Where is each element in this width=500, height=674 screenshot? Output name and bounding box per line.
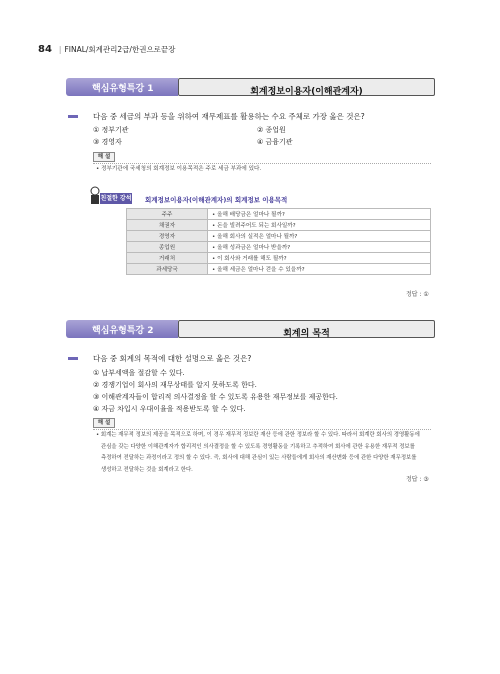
solution1-label: 해 설 <box>93 152 115 162</box>
section1-label: 핵심유형특강 1 <box>92 84 154 94</box>
table-cell-purpose: • 올해 회사의 실적은 얼마나 될까? <box>208 231 431 242</box>
q1-option-3: ③ 경영자 <box>93 138 122 146</box>
table-cell-user: 종업원 <box>127 242 208 253</box>
solution1-text: • 정부기관에 국세청의 회계정보 이용목적은 주로 세금 부과에 있다. <box>96 166 262 172</box>
table-cell-user: 채권자 <box>127 220 208 231</box>
table-cell-purpose: • 돈을 빌려주어도 되는 회사일까? <box>208 220 431 231</box>
table-row <box>127 231 431 242</box>
question-marker-icon <box>68 115 78 118</box>
teacher-badge: 친절한 강석씨 <box>100 195 132 213</box>
page-number: 84 <box>38 44 52 55</box>
table-row <box>127 264 431 275</box>
solution2-line: 생성하고 전달하는 것을 회계라고 한다. <box>101 466 193 473</box>
running-header: 84 | FINAL/회계관리2급/한권으로끝장 <box>38 44 176 55</box>
section2-topic: 회계의 목적 <box>283 329 330 339</box>
table-cell-purpose: • 올해 배당금은 얼마나 될까? <box>208 209 431 220</box>
book-title: FINAL/회계관리2급/한권으로끝장 <box>64 45 176 54</box>
table-row <box>127 242 431 253</box>
table-cell-user: 과세당국 <box>127 264 208 275</box>
table-cell-user: 경영자 <box>127 231 208 242</box>
table-cell-purpose: • 이 회사와 거래를 해도 될까? <box>208 253 431 264</box>
q1-option-4: ④ 금융기관 <box>257 138 293 146</box>
answer1: 정답 : ① <box>406 291 429 298</box>
section2-title-bar <box>66 320 434 338</box>
question2-text: 다음 중 회계의 목적에 대한 설명으로 옳은 것은? <box>93 354 252 363</box>
solution2-line: • 회계는 재무적 정보의 제공을 목적으로 하며, 이 경우 재무적 정보란 재산 등에 관한 정보라 할 수 있다. 따라서 회계란 회사의 경영활동에 <box>96 432 420 438</box>
q2-option-1: ① 납부세액을 절감할 수 있다. <box>93 369 185 377</box>
teacher-topic-title: 회계정보이용자(이해관계자)의 회계정보 이용목적 <box>145 196 288 204</box>
solution2-text-block <box>96 430 441 476</box>
solution2-label: 해 설 <box>93 418 115 428</box>
question-marker-icon <box>68 357 78 360</box>
section2-topic-box <box>178 320 435 338</box>
q2-option-4: ④ 자금 차입시 우대이율을 적용받도록 할 수 있다. <box>93 405 246 413</box>
q2-option-3: ③ 이해관계자들이 합리적 의사결정을 할 수 있도록 유용한 재무정보를 제공한다. <box>93 393 338 401</box>
section1-topic: 회계정보이용자(이해관계자) <box>250 87 363 97</box>
table-row <box>127 220 431 231</box>
solution2-line: 측정하여 전달하는 과정이라고 정의 할 수 있다. 즉, 회사에 대해 관심이 있는 사람들에게 회사의 재산변화 등에 관한 다양한 재무정보를 <box>101 455 417 461</box>
table-row <box>127 253 431 264</box>
table-cell-user: 주주 <box>127 209 208 220</box>
table-cell-user: 거래처 <box>127 253 208 264</box>
table-cell-purpose: • 올해 성과금은 얼마나 받을까? <box>208 242 431 253</box>
section2-label-box <box>66 320 178 338</box>
question1-text: 다음 중 세금의 부과 등을 위하여 재무제표를 활용하는 수요 주체로 가장 옳은 것은? <box>93 112 365 121</box>
section1-topic-box <box>178 78 435 96</box>
q1-option-2: ② 종업원 <box>257 126 286 134</box>
answer2: 정답 : ③ <box>406 476 429 483</box>
info-user-table <box>126 208 431 275</box>
q1-option-1: ① 정부기관 <box>93 126 129 134</box>
table-row <box>127 209 431 220</box>
solution2-line: 관심을 갖는 다양한 이해관계자가 합리적인 의사결정을 할 수 있도록 경영활동을 기록하고 추적하여 회사에 관한 유용한 재무적 정보를 <box>101 443 415 450</box>
section2-label: 핵심유형특강 2 <box>92 326 154 336</box>
q2-option-2: ② 경쟁기업이 회사의 재무상태를 알지 못하도록 한다. <box>93 381 257 389</box>
table-cell-purpose: • 올해 세금은 얼마나 걷을 수 있을까? <box>208 264 431 275</box>
section1-label-box <box>66 78 178 96</box>
section1-title-bar <box>66 78 434 96</box>
